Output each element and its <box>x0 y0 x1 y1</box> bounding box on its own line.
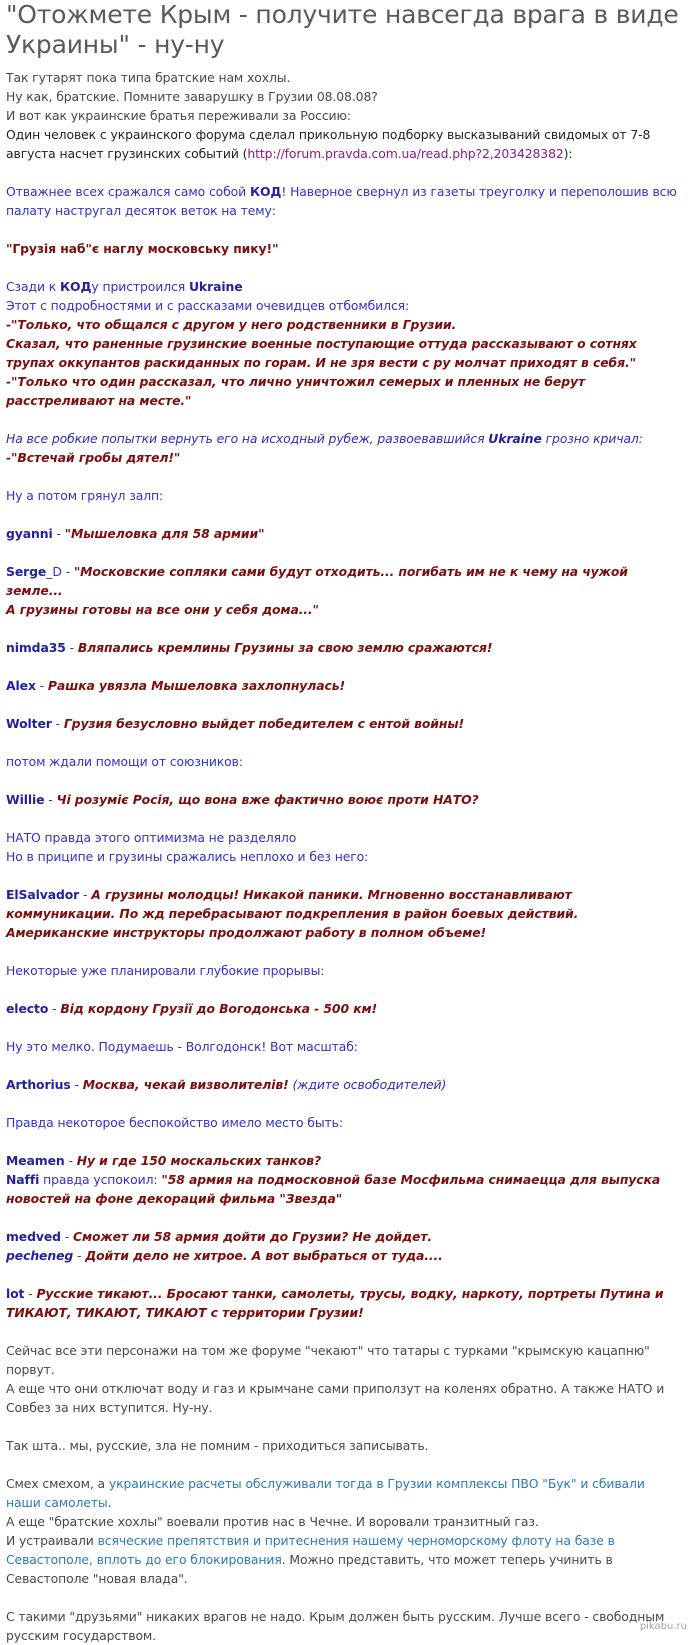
separator: - <box>64 1153 77 1168</box>
naffi-text: правда успокоил: <box>39 1172 162 1187</box>
ukraine-quote-1: -"Только, что общался с другом у него родственники в Грузии. <box>6 317 457 332</box>
buk-link[interactable]: украинские расчеты обслуживали тогда в Грузии комплексы ПВО "Бук" и сбивали наши самолеты <box>6 1476 645 1510</box>
translation-arthorius: (ждите освободителей) <box>288 1077 447 1092</box>
comment-pecheneg <box>6 1246 682 1265</box>
worry-line: Правда некоторое беспокойство имело место быть: <box>6 1115 343 1130</box>
user-kod-2: КОД <box>60 279 92 294</box>
kod-text-a: Отважнее всех сражался само собой <box>6 184 250 199</box>
ukraine-line-2: Этот с подробностями и с рассказами очевидцев отбомбился: <box>6 298 410 313</box>
comment-alex <box>6 676 682 695</box>
separator: - <box>35 678 48 693</box>
post-title: "Отожмете Крым - получите навсегда врага в виде Украины" - ну-ну <box>6 0 679 59</box>
comment-serge <box>6 562 682 600</box>
user-ukraine: Ukraine <box>188 279 243 294</box>
user-elsalvador: ElSalvador <box>6 887 80 902</box>
comment-electo <box>6 999 682 1018</box>
quote-alex: Рашка увязла Мышеловка захлопнулась! <box>47 678 346 693</box>
article <box>6 0 682 1645</box>
user-pecheneg: pecheneg <box>6 1248 74 1263</box>
ukraine2-text-a: На все робкие попытки вернуть его на исходный рубеж, развоевавшийся <box>6 431 489 446</box>
conclusion-line-2: А еще что они отключат воду и газ и крымчане сами приползут на коленях обратно. А также НАТО и Совбез за них вступится. Ну-ну. <box>6 1381 665 1415</box>
ukraine2-quote: -"Встечай гробы дятел!" <box>6 450 181 465</box>
user-ukraine-2: Ukraine <box>488 431 542 446</box>
ukraine-quote-3: -"Только что один рассказал, что лично уничтожил семерых и пленных не берут расстреливают на месте." <box>6 374 586 408</box>
quote-gyanni: "Мышеловка для 58 армии" <box>64 526 265 541</box>
c3-text-a: Смех смехом, а <box>6 1476 109 1491</box>
conclusion-line-1: Сейчас все эти персонажи на том же форуме "чекают" что татары с турками "крымскую кацапню" порвут. <box>6 1343 650 1377</box>
intro-line-2: Ну как, братские. Помните заварушку в Грузии 08.08.08? <box>6 89 378 104</box>
comment-nimda <box>6 638 682 657</box>
quote-elsalvador: А грузины молодцы! Никакой паники. Мгновенно восстанавливают коммуникации. По жд перебрасывают подкрепления в район боевых действий. Американские инструкторы продолжают работу в полном объеме! <box>6 887 579 940</box>
user-serge-suffix: _D <box>46 564 62 579</box>
paragraph-kod <box>6 182 682 220</box>
user-gyanni: gyanni <box>6 526 53 541</box>
intro-text-b: ): <box>563 146 573 161</box>
allies-line: потом ждали помощи от союзников: <box>6 754 243 769</box>
user-wolter: Wolter <box>6 716 52 731</box>
forum-link[interactable]: http://forum.pravda.com.ua/read.php?2,203428382 <box>247 146 564 161</box>
separator: - <box>48 1001 61 1016</box>
conclusion-line-3: Так шта.. мы, русские, зла не помним - приходиться записывать. <box>6 1438 429 1453</box>
separator: - <box>79 887 92 902</box>
ukraine2-text-b: грозно кричал: <box>541 431 643 446</box>
user-nimda: nimda35 <box>6 640 66 655</box>
comment-meamen <box>6 1151 682 1170</box>
comment-arthorius <box>6 1075 682 1094</box>
intro-text-a: Один человек с украинского форума сделал прикольную подборку высказываний свидомых от 7-8 августа насчет грузинских событий ( <box>6 127 651 161</box>
fleet-link[interactable]: всяческие препятствия и притеснения нашему черноморскому флоту на базе в Севастополе, вплоть до его блокирования <box>6 1533 615 1567</box>
scale-line: Ну это мелко. Подумаешь - Волгодонск! Вот масштаб: <box>6 1039 358 1054</box>
user-alex: Alex <box>6 678 36 693</box>
ukraine-text-b: у пристроился <box>91 279 189 294</box>
quote-wolter: Грузия безусловно выйдет победителем с ентой войны! <box>63 716 464 731</box>
volley-line: Ну а потом грянул залп: <box>6 488 164 503</box>
comment-medved <box>6 1227 682 1246</box>
quote-electo: Від кордону Грузії до Вогодонська - 500 км! <box>60 1001 378 1016</box>
user-kod: КОД <box>249 184 282 199</box>
separator: - <box>52 526 65 541</box>
quote-arthorius: Москва, чекай визволителів! <box>82 1077 289 1092</box>
c3-text-d: . Можно представить, что может теперь учинить в Севастополе "новая влада". <box>6 1552 613 1586</box>
user-willie: Willie <box>6 792 45 807</box>
conclusion-para-4 <box>6 1474 682 1512</box>
quote-lot: Русские тикают... Бросают танки, самолеты, трусы, водку, наркоту, портреты Путина и ТИКАЮТ, ТИКАЮТ, ТИКАЮТ с территории Грузии! <box>6 1286 664 1320</box>
separator: - <box>61 564 74 579</box>
user-meamen: Meamen <box>6 1153 65 1168</box>
separator: - <box>44 792 57 807</box>
intro-line-3: И вот как украинские братья переживали за Россию: <box>6 108 351 123</box>
separator: - <box>51 716 64 731</box>
comment-willie <box>6 790 682 809</box>
user-arthorius: Arthorius <box>6 1077 71 1092</box>
paragraph-ukraine <box>6 277 682 296</box>
site-watermark: pikabu.ru <box>639 1621 687 1632</box>
quote-serge-2: А грузины готовы на все они у себя дома..." <box>6 602 319 617</box>
nato-line-1: НАТО правда этого оптимизма не разделяло <box>6 830 297 845</box>
user-lot: lot <box>6 1286 25 1301</box>
user-serge: Serge <box>6 564 47 579</box>
c3-text-b: . <box>107 1495 112 1510</box>
quote-kod: "Грузія наб"є наглу московську пику!" <box>6 241 279 256</box>
user-naffi: Naffi <box>6 1172 40 1187</box>
comment-lot <box>6 1284 682 1322</box>
breakthrough-line: Некоторые уже планировали глубокие прорывы: <box>6 963 325 978</box>
ukraine-text-a: Сзади к <box>6 279 61 294</box>
user-medved: medved <box>6 1229 61 1244</box>
user-electo: electo <box>6 1001 49 1016</box>
quote-medved: Сможет ли 58 армия дойти до Грузии? Не дойдет. <box>73 1229 433 1244</box>
comment-naffi <box>6 1170 682 1208</box>
ukraine-quote-2: Сказал, что раненные грузинские военные поступающие оттуда рассказывают о сотнях трупах оккупантов раскиданных по горам. И не зря вести с ру молчат приходят в себя." <box>6 336 637 370</box>
post-body <box>6 68 682 1645</box>
separator: - <box>65 640 78 655</box>
kod-text-b: ! Наверное свернул из газеты треуголку и переполошив всю палату настругал десяток веток на тему: <box>6 184 677 218</box>
comment-elsalvador <box>6 885 682 942</box>
quote-nimda: Вляпались кремлины Грузины за свою землю сражаются! <box>77 640 493 655</box>
c3-text-c: И устраивали <box>6 1533 98 1548</box>
nato-line-2: Но в приципе и грузины сражались неплохо и без него: <box>6 849 369 864</box>
paragraph-ukraine-2 <box>6 429 682 448</box>
quote-pecheneg: Дойти дело не хитрое. А вот выбраться от туда.... <box>85 1248 443 1263</box>
comment-gyanni <box>6 524 682 543</box>
quote-naffi: "58 армия на подмосковной базе Мосфильма снимаецца для выпуска новостей на фоне декораций фильма "Звезда" <box>6 1172 661 1206</box>
intro-line-4 <box>6 125 682 163</box>
conclusion-final: С такими "друзьями" никаких врагов не надо. Крым должен быть русским. Лучше всего - свободным русским государством. <box>6 1609 665 1643</box>
quote-meamen: Ну и где 150 москальских танков? <box>76 1153 322 1168</box>
separator: - <box>60 1229 73 1244</box>
conclusion-line-5: А еще "братские хохлы" воевали против нас в Чечне. И воровали транзитный газ. <box>6 1514 539 1529</box>
quote-serge-1: "Московские сопляки сами будут отходить... погибать им не к чему на чужой земле... <box>6 564 628 598</box>
conclusion-para-6 <box>6 1531 682 1588</box>
comment-wolter <box>6 714 682 733</box>
separator: - <box>70 1077 83 1092</box>
separator: - <box>24 1286 37 1301</box>
intro-line-1: Так гутарят пока типа братские нам хохлы. <box>6 70 291 85</box>
quote-willie: Чі розуміє Росія, що вона вже фактично воює проти НАТО? <box>56 792 479 807</box>
separator: - <box>73 1248 86 1263</box>
